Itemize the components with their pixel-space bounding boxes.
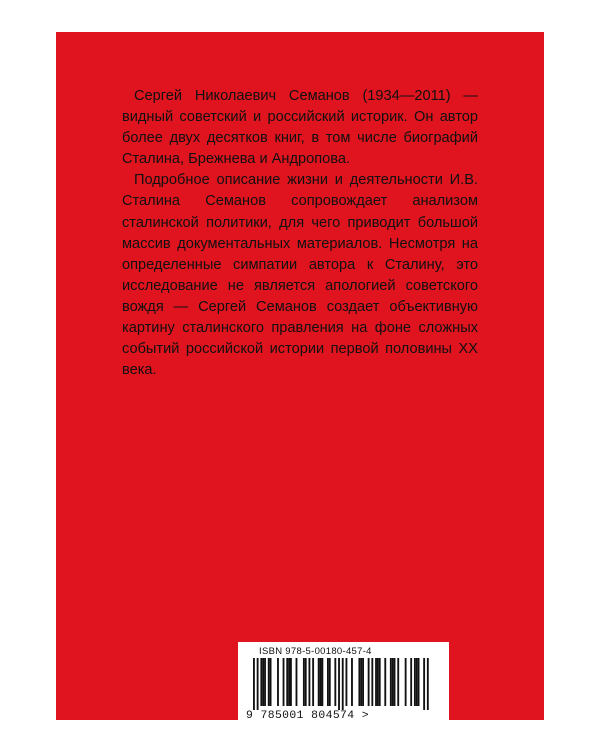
barcode-bar: [360, 658, 362, 706]
author-bio-paragraph: Сергей Николаевич Семанов (1934—2011) — видный советский и российский историк. Он автор более двух десятков книг, в том числе биографий Сталина, Брежнева и Андропова.: [122, 88, 478, 168]
barcode-digits: 9 785001 804574 >: [246, 710, 370, 722]
barcode-bar: [346, 658, 348, 706]
barcode-bar: [418, 658, 420, 706]
barcode-bar: [351, 658, 353, 706]
barcode-bar: [342, 658, 344, 710]
barcode-bar: [397, 658, 399, 706]
barcode-bar: [320, 658, 322, 706]
barcode-bar: [277, 658, 279, 706]
back-cover: [56, 32, 544, 720]
barcode-bar: [377, 658, 379, 706]
barcode-bar: [368, 658, 370, 706]
isbn-label: ISBN 978-5-00180-457-4: [259, 646, 372, 657]
barcode-bar: [253, 658, 255, 710]
isbn-barcode: [238, 642, 449, 731]
barcode-bar: [260, 658, 262, 706]
barcode-bar: [329, 658, 331, 706]
barcode-bar: [390, 658, 392, 706]
barcode-bar: [427, 658, 429, 710]
book-description-paragraph: Подробное описание жизни и деятельности И.В. Сталина Семанов сопровождает анализом сталинской политики, для чего приводит большой массив документальных материалов. Несмотря на определенные симпатии автора к Сталину, это исследование не является апологией советского вождя — Сергей Семанов создает объективную картину сталинского правления на фоне сложных событий российской истории первой половины XX века.: [122, 172, 478, 379]
barcode-bar: [318, 658, 320, 706]
barcode-bar: [290, 658, 292, 706]
barcode-bar: [416, 658, 418, 706]
barcode-bar: [296, 658, 298, 706]
annotation-text: [122, 86, 478, 381]
barcode-bar: [327, 658, 329, 706]
barcode-bar: [362, 658, 364, 706]
barcode-bar: [321, 658, 323, 706]
barcode-bar: [338, 658, 340, 710]
barcode-bar: [309, 658, 311, 706]
barcode-bar: [358, 658, 360, 706]
barcode-bar: [334, 658, 336, 706]
barcode-bar: [375, 658, 377, 706]
barcode-bar: [257, 658, 259, 710]
barcode-bar: [405, 658, 407, 706]
barcode-bar: [262, 658, 264, 706]
barcode-icon: [253, 658, 436, 710]
barcode-bar: [288, 658, 290, 706]
barcode-bar: [303, 658, 305, 706]
barcode-bar: [268, 658, 270, 706]
barcode-bar: [392, 658, 394, 706]
barcode-bar: [379, 658, 381, 706]
barcode-bar: [410, 658, 412, 706]
barcode-bar: [270, 658, 272, 706]
barcode-bar: [286, 658, 288, 706]
barcode-bar: [312, 658, 314, 706]
barcode-bar: [384, 658, 386, 706]
barcode-bar: [423, 658, 425, 710]
barcode-bar: [371, 658, 373, 706]
barcode-bar: [283, 658, 285, 706]
barcode-bar: [264, 658, 266, 706]
barcode-bar: [414, 658, 416, 706]
barcode-bar: [305, 658, 307, 706]
barcode-bar: [394, 658, 396, 706]
